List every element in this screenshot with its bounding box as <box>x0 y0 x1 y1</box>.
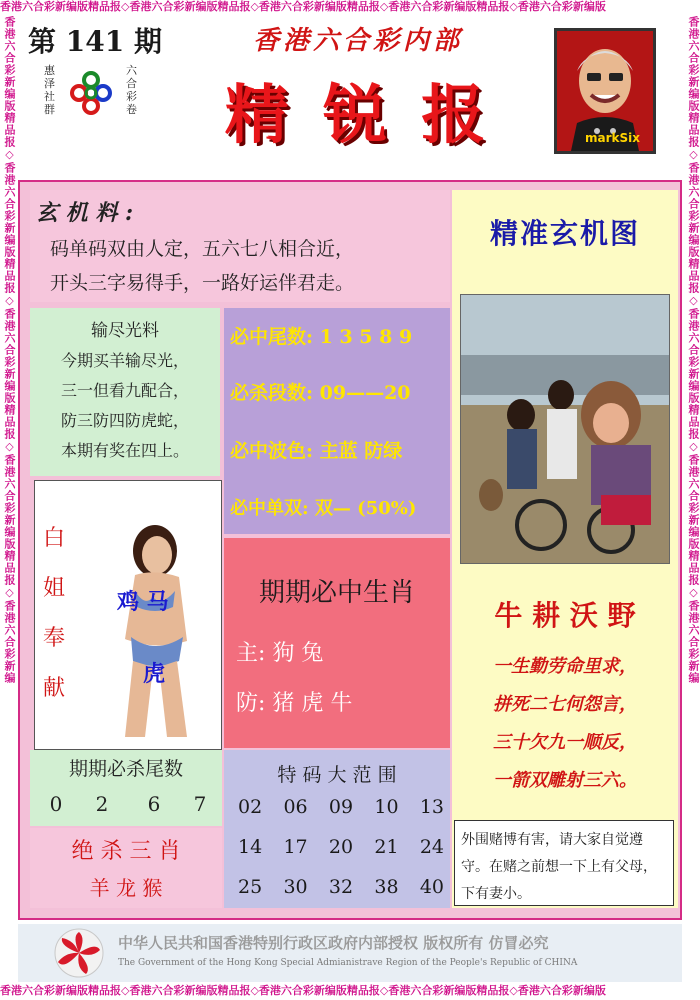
footer-copyright-cn: 中华人民共和国香港特别行政区政府内部授权 版权所有 仿冒必究 <box>118 934 549 952</box>
kill-tail-number: 7 <box>193 792 207 816</box>
footer <box>18 924 682 982</box>
special-number: 21 <box>374 836 399 858</box>
lady-side-char: 奉 <box>42 626 65 651</box>
right-column <box>452 190 678 908</box>
special-number: 14 <box>238 836 263 858</box>
lady-side-char: 姐 <box>42 576 65 601</box>
zodiac-box <box>224 538 450 748</box>
special-number: 32 <box>328 876 354 898</box>
special-number: 25 <box>238 876 263 898</box>
mascot-photo <box>554 28 656 154</box>
special-number: 40 <box>419 876 444 898</box>
special-number: 02 <box>238 796 263 818</box>
lose-all-line: 今期买羊输尽光， <box>60 351 189 370</box>
poem-line: 拼死二七何怨言， <box>493 694 637 715</box>
must-wave-color: 必中波色: 主蓝 防绿 <box>230 440 403 462</box>
must-kill-range: 必杀段数: 09——20 <box>230 382 411 404</box>
left-border-strip: 香港六合彩新编版精品报◇香港六合彩新编版精品报◇香港六合彩新编版精品报◇香港六合彩新编版精品报◇香港六合彩新编 <box>3 16 16 684</box>
special-range-row <box>238 796 444 822</box>
poem-line: 一生勤劳命里求， <box>493 656 637 677</box>
main-panel <box>18 180 682 920</box>
must-tail: 必中尾数: 1 3 5 8 9 <box>230 326 413 348</box>
lady-side-char: 献 <box>42 676 65 701</box>
right-border-strip: 香港六合彩新编版精品报◇香港六合彩新编版精品报◇香港六合彩新编版精品报◇香港六合彩新编版精品报◇香港六合彩新编 <box>687 16 700 684</box>
zodiac-guard: 防: 猪 虎 牛 <box>236 691 353 716</box>
special-range-row <box>238 876 444 902</box>
lady-photo <box>95 511 215 741</box>
mascot-caption: markSix <box>585 131 640 145</box>
poem-title: 牛 耕 沃 野 <box>494 599 636 632</box>
kill-tail-number: 0 <box>49 792 63 816</box>
special-number: 10 <box>374 796 399 818</box>
kill-tail-number: 6 <box>147 792 161 816</box>
lose-all-title: 输尽光料 <box>91 321 159 341</box>
gambling-notice: 外围赌博有害，请大家自觉遵守。在赌之前想一下上有父母，下有妻小。 <box>454 820 674 906</box>
kill-tail-title: 期期必杀尾数 <box>68 758 183 780</box>
special-range-row <box>238 836 444 862</box>
header <box>18 18 682 178</box>
special-number: 06 <box>283 796 308 818</box>
puzzle-title: 精准玄机图 <box>489 217 640 250</box>
lose-all-line: 本期有奖在四上。 <box>60 441 189 460</box>
kill-tail-box <box>30 750 222 826</box>
special-number: 20 <box>328 836 354 858</box>
lady-side-char: 白 <box>42 526 65 551</box>
puzzle-photo <box>460 294 670 564</box>
special-number: 09 <box>328 796 354 818</box>
special-number: 38 <box>374 876 399 898</box>
bottom-border-strip: 香港六合彩新编版精品报◇香港六合彩新编版精品报◇香港六合彩新编版精品报◇香港六合彩新编版精品报◇香港六合彩新编版 <box>0 984 606 997</box>
lottery-logo-icon <box>66 68 116 118</box>
kill-three-animals: 羊 龙 猴 <box>89 876 163 900</box>
special-range-title: 特 码 大 范 围 <box>277 764 397 786</box>
top-border-strip: 香港六合彩新编版精品报◇香港六合彩新编版精品报◇香港六合彩新编版精品报◇香港六合彩新编版精品报◇香港六合彩新编版 <box>0 0 606 13</box>
kill-tail-number: 2 <box>95 792 109 816</box>
riddle-box <box>30 190 450 302</box>
footer-copyright-en: The Government of the Hong Kong Special Admianistrave Region of the People's Republic of CHINA <box>118 958 578 968</box>
poem-line: 一箭双雕射三六。 <box>493 770 637 791</box>
zodiac-main: 主: 狗 兔 <box>236 641 324 666</box>
special-number: 30 <box>283 876 308 898</box>
riddle-line-1: 码单码双由人定，五六七八相合近， <box>50 238 355 260</box>
special-number: 13 <box>419 796 444 818</box>
lady-overlay-zodiac: 鸡 马 <box>117 589 169 615</box>
kill-three-box <box>30 828 222 908</box>
newspaper-title: 精 锐 报 <box>224 78 492 153</box>
lady-box <box>34 480 222 750</box>
lose-all-box <box>30 308 220 476</box>
issue-number: 第 141 期 <box>28 25 162 58</box>
riddle-line-2: 开头三字易得手，一路好运伴君走。 <box>50 272 355 294</box>
lady-overlay-zodiac-2: 虎 <box>143 661 166 687</box>
logo-side-text-left: 惠泽社群 <box>44 64 55 116</box>
zodiac-title: 期期必中生肖 <box>258 578 415 608</box>
special-number: 24 <box>419 836 444 858</box>
special-range-box <box>224 750 450 908</box>
logo-side-text-right: 六合彩卷 <box>126 64 137 116</box>
special-number: 17 <box>283 836 308 858</box>
must-hit-box <box>224 308 450 534</box>
lose-all-line: 防三防四防虎蛇， <box>60 411 189 430</box>
must-odd-even: 必中单双: 双— (50%) <box>230 498 417 519</box>
lose-all-line: 三一但看九配合， <box>60 381 189 400</box>
bauhinia-emblem-icon <box>54 928 104 978</box>
kill-three-title: 绝 杀 三 肖 <box>71 839 181 864</box>
poem-line: 三十欠九一顺反， <box>493 732 637 753</box>
newspaper-subtitle: 香港六合彩内部 <box>252 26 463 56</box>
riddle-label: 玄 机 料 : <box>36 200 134 226</box>
